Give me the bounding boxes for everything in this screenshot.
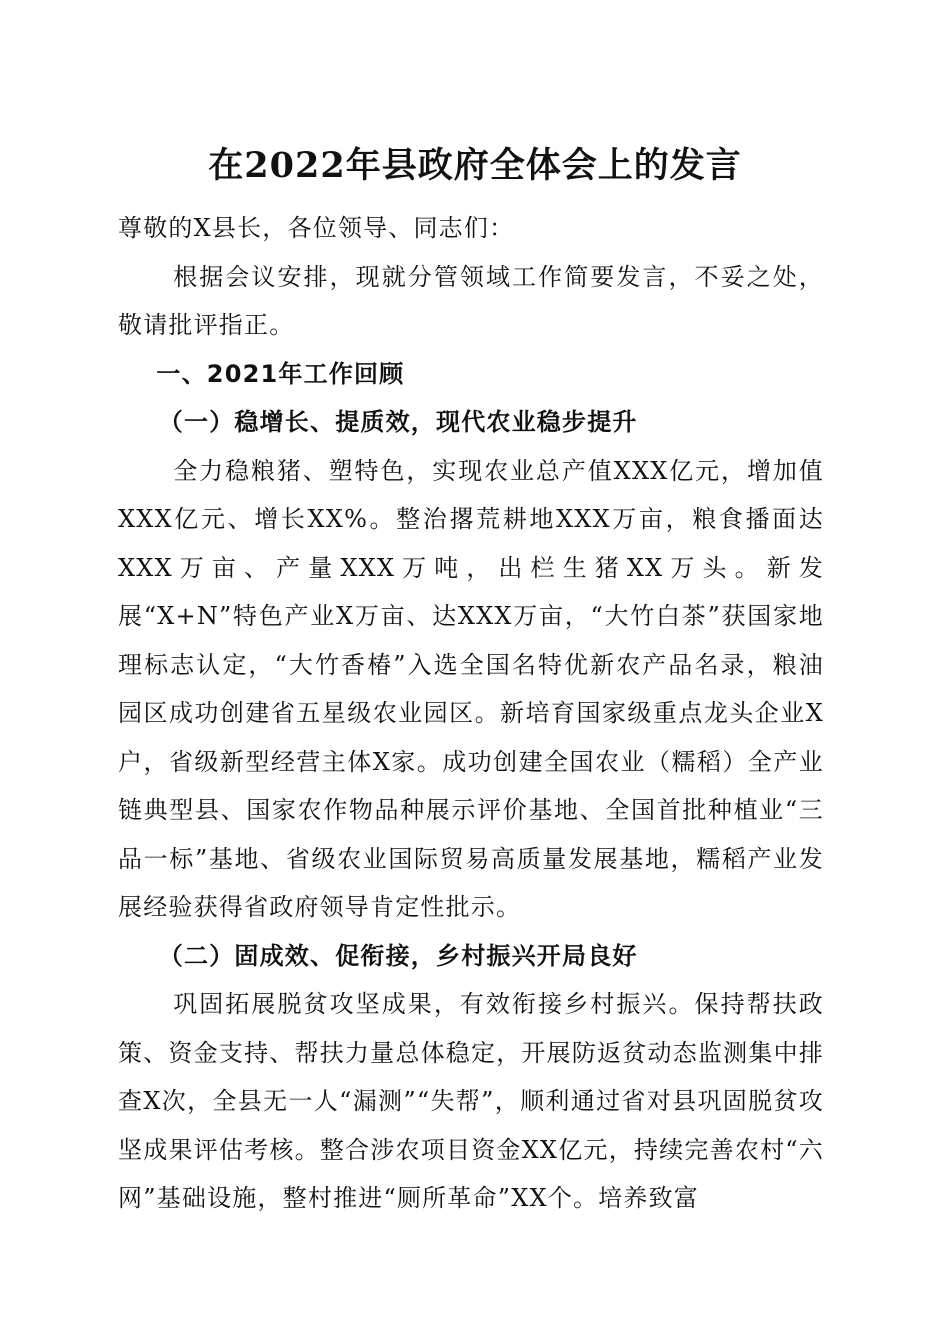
subsection-heading-2: （二）固成效、促衔接，乡村振兴开局良好 [158,940,638,970]
subsection-paragraph-2: 巩固拓展脱贫攻坚成果，有效衔接乡村振兴。保持帮扶政策、资金支持、帮扶力量总体稳定，开展防返贫动态监测集中排查X次，全县无一人“漏测”“失帮”，顺利通过省对县巩固脱贫攻坚成果评估考核。整合涉农项目资金XX亿元，持续完善农村“六网”基础设施，整村推进“厕所革命”XX个。培养致富 [118,990,824,1212]
subsection-paragraph-1: 全力稳粮猪、塑特色，实现农业总产值XXX亿元，增加值XXX亿元、增长XX%。整治撂荒耕地XXX万亩，粮食播面达XXX万亩、产量XXX万吨，出栏生猪XX万头。新发展“X+N”特色产业X万亩、达XXX万亩，“大竹白茶”获国家地理标志认定，“大竹香椿”入选全国名特优新农产品名录，粮油园区成功创建省五星级农业园区。新培育国家级重点龙头企业X户，省级新型经营主体X家。成功创建全国农业（糯稻）全产业链典型县、国家农作物品种展示评价基地、全国首批种植业“三品一标”基地、省级农业国际贸易高质量发展基地，糯稻产业发展经验获得省政府领导肯定性批示。 [118,456,824,921]
document-body [118,204,824,1223]
intro-paragraph: 根据会议安排，现就分管领域工作简要发言，不妥之处，敬请批评指正。 [118,262,824,339]
subsection-heading-1: （一）稳增长、提质效，现代农业稳步提升 [158,407,638,436]
document-title: 在2022年县政府全体会上的发言 [208,145,742,186]
section-heading: 一、2021年工作回顾 [156,359,405,388]
salutation: 尊敬的X县长，各位领导、同志们： [118,214,515,242]
